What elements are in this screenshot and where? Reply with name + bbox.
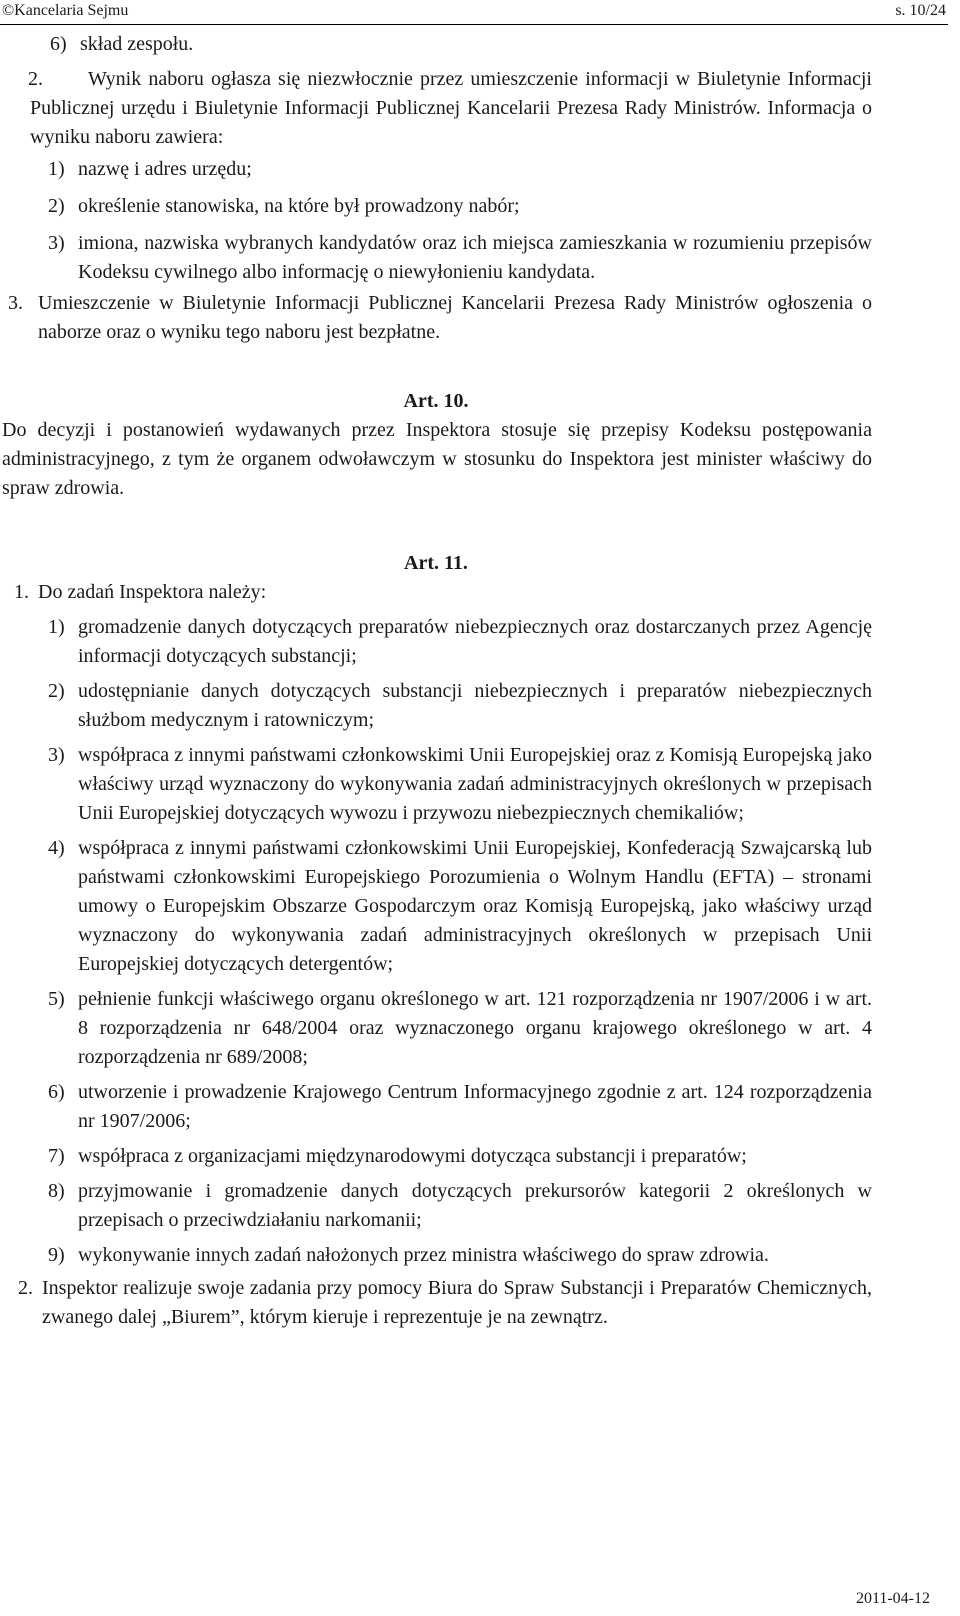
paragraph-text: Umieszczenie w Biuletynie Informacji Publicznej Kancelarii Prezesa Rady Ministrów ogłoszenia o naborze oraz o wyniku tego naboru jest bezpłatne.	[38, 292, 872, 343]
item-text: przyjmowanie i gromadzenie danych dotyczących prekursorów kategorii 2 określonych w przepisach o przeciwdziałaniu narkomanii;	[78, 1180, 872, 1231]
paragraph-text: Do zadań Inspektora należy:	[38, 581, 267, 603]
paragraph-number: 2.	[18, 1277, 33, 1299]
item-number: 3)	[48, 744, 65, 766]
article-11-paragraph-1	[0, 578, 872, 607]
list-item	[48, 1241, 872, 1270]
item-text: pełnienie funkcji właściwego organu określonego w art. 121 rozporządzenia nr 1907/2006 i w art. 8 rozporządzenia nr 648/2004 oraz wyznaczonego organu krajowego określonego w art. 4 rozporządzenia nr 689/2008;	[78, 988, 872, 1068]
list-item	[48, 677, 872, 735]
paragraph-number: 1.	[14, 581, 29, 603]
list-item	[48, 741, 872, 828]
list-item	[48, 155, 872, 184]
item-number: 5)	[48, 988, 65, 1010]
page-header	[0, 0, 948, 26]
list-item	[48, 192, 872, 221]
item-text: utworzenie i prowadzenie Krajowego Centrum Informacyjnego zgodnie z art. 124 rozporządzenia nr 1907/2006;	[78, 1081, 872, 1132]
item-text: nazwę i adres urzędu;	[78, 158, 252, 180]
item-number: 1)	[48, 158, 65, 180]
page-number: s. 10/24	[895, 2, 946, 19]
item-text: określenie stanowiska, na które był prowadzony nabór;	[78, 195, 520, 217]
list-item	[48, 1177, 872, 1235]
item-number: 6)	[50, 33, 67, 55]
list-item	[48, 834, 872, 979]
item-number: 6)	[48, 1081, 65, 1103]
list-item	[48, 229, 872, 287]
paragraph-2	[0, 65, 872, 152]
item-number: 9)	[48, 1244, 65, 1266]
article-10-text: Do decyzji i postanowień wydawanych przez Inspektora stosuje się przepisy Kodeksu postępowania administracyjnego, z tym że organem odwoławczym w stosunku do Inspektora jest minister właściwy do spraw zdrowia.	[2, 419, 872, 499]
paragraph-text: Wynik naboru ogłasza się niezwłocznie przez umieszczenie informacji w Biuletynie Informacji Publicznej urzędu i Biuletynie Informacji Publicznej Kancelarii Prezesa Rady Ministrów. Informacja o wyniku naboru zawiera:	[30, 68, 872, 148]
item-text: udostępnianie danych dotyczących substancji niebezpiecznych i preparatów niebezpiecznych służbom medycznym i ratowniczym;	[78, 680, 872, 731]
item-text: współpraca z innymi państwami członkowskimi Unii Europejskiej, Konfederacją Szwajcarską lub państwami członkowskimi Europejskiego Porozumienia o Wolnym Handlu (EFTA) – stronami umowy o Europejskim Obszarze Gospodarczym oraz Komisją Europejską, jako właściwy urząd wyznaczony do wykonywania zadań administracyjnych określonych w przepisach Unii Europejskiej dotyczących detergentów;	[78, 837, 872, 975]
item-number: 1)	[48, 616, 65, 638]
article-11-paragraph-2	[0, 1274, 872, 1332]
article-10-title: Art. 10.	[403, 390, 469, 412]
item-number: 8)	[48, 1180, 65, 1202]
item-text: skład zespołu.	[80, 33, 194, 55]
item-text: wykonywanie innych zadań nałożonych przez ministra właściwego do spraw zdrowia.	[78, 1244, 769, 1266]
header-rule	[0, 24, 948, 25]
item-number: 3)	[48, 232, 65, 254]
list-item	[48, 1142, 872, 1171]
item-number: 7)	[48, 1145, 65, 1167]
article-11-items	[48, 613, 872, 1270]
item-number: 4)	[48, 837, 65, 859]
paragraph-text: Inspektor realizuje swoje zadania przy pomocy Biura do Spraw Substancji i Preparatów Chemicznych, zwanego dalej „Biurem”, którym kieruje i reprezentuje je na zewnątrz.	[42, 1277, 872, 1328]
item-text: gromadzenie danych dotyczących preparatów niebezpiecznych oraz dostarczanych przez Agencję informacji dotyczących substancji;	[78, 616, 872, 667]
item-text: imiona, nazwiska wybranych kandydatów oraz ich miejsca zamieszkania w rozumieniu przepisów Kodeksu cywilnego albo informację o niewyłonieniu kandydata.	[78, 232, 872, 283]
list-item	[48, 1078, 872, 1136]
item-number: 2)	[48, 680, 65, 702]
p2-items	[48, 155, 872, 287]
item-text: współpraca z innymi państwami członkowskimi Unii Europejskiej oraz z Komisją Europejską jako właściwy urząd wyznaczony do wykonywania zadań administracyjnych określonych w przepisach Unii Europejskiej dotyczących wywozu i przywozu niebezpiecznych chemikaliów;	[78, 744, 872, 824]
article-11-title: Art. 11.	[404, 552, 468, 574]
paragraph-number: 2.	[28, 68, 43, 90]
list-item	[48, 985, 872, 1072]
item-number: 2)	[48, 195, 65, 217]
copyright-text: ©Kancelaria Sejmu	[2, 2, 129, 19]
item-text: współpraca z organizacjami międzynarodowymi dotycząca substancji i preparatów;	[78, 1145, 747, 1167]
document-body	[0, 30, 872, 1332]
list-item	[48, 613, 872, 671]
footer-date: 2011-04-12	[855, 1590, 930, 1607]
paragraph-3	[0, 289, 872, 347]
list-item	[0, 30, 872, 59]
paragraph-number: 3.	[8, 292, 23, 314]
